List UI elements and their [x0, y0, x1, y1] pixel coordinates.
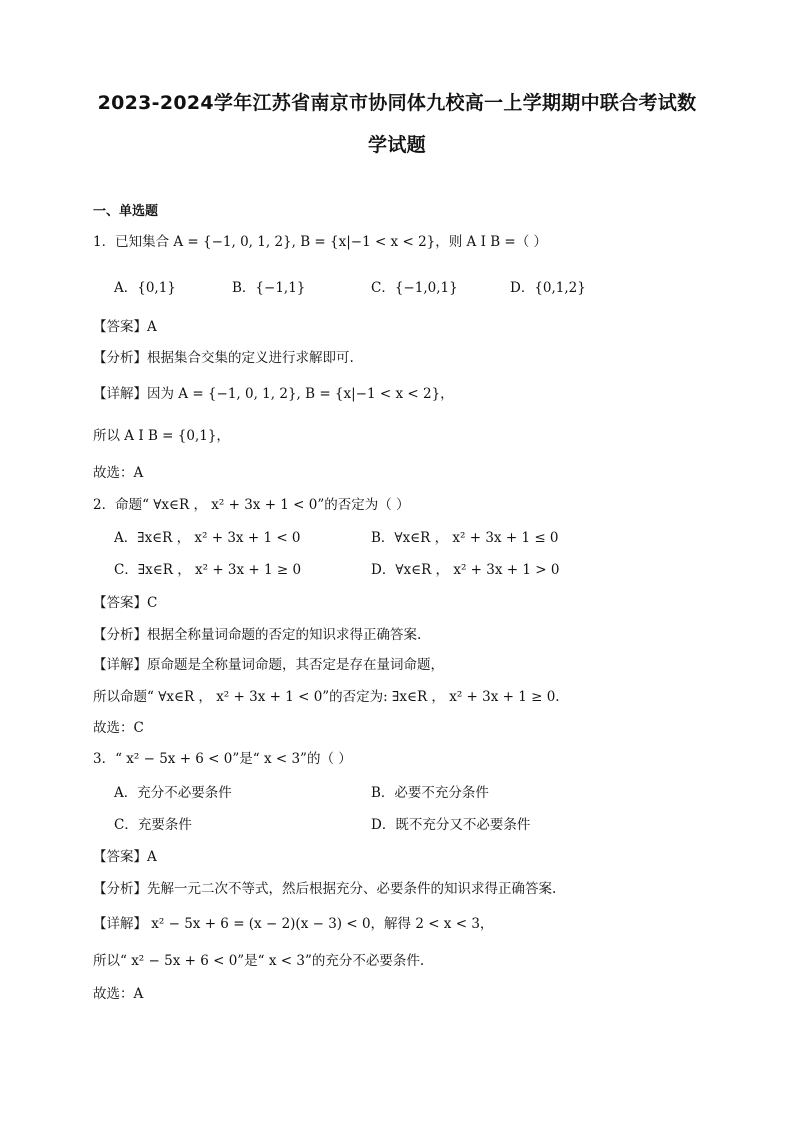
choose: 故选：A [93, 465, 144, 481]
analysis: 【分析】先解一元二次不等式，然后根据充分、必要条件的知识求得正确答案. [93, 881, 557, 897]
option-c: C．{−1,0,1} [371, 280, 458, 296]
option-a: A．{0,1} [114, 280, 176, 296]
answer: 【答案】A [93, 319, 157, 335]
title-line-1: 2023-2024学年江苏省南京市协同体九校高一上学期期中联合考试数 [97, 92, 697, 114]
section-heading: 一、单选题 [93, 204, 159, 219]
option-b: B．必要不充分条件 [371, 785, 489, 801]
analysis: 【分析】根据集合交集的定义进行求解即可. [93, 350, 354, 366]
question-stem: 1．已知集合 A = {−1, 0, 1, 2}, B = {x|−1 < x < 2}，则 A I B =（ ） [93, 234, 548, 250]
answer: 【答案】C [93, 595, 158, 611]
choose: 故选：C [93, 720, 144, 736]
conclusion: 所以“ x² − 5x + 6 < 0”是“ x < 3”的充分不必要条件. [93, 953, 425, 969]
option-b: B．∀x∈R ， x² + 3x + 1 ≤ 0 [371, 530, 559, 546]
option-d: D．∀x∈R ， x² + 3x + 1 > 0 [371, 562, 560, 578]
option-c: C．充要条件 [114, 817, 192, 833]
detail: 【详解】 x² − 5x + 6 = (x − 2)(x − 3) < 0，解得 2 < x < 3， [93, 916, 494, 932]
answer: 【答案】A [93, 849, 157, 865]
question-stem: 2．命题“ ∀x∈R ， x² + 3x + 1 < 0”的否定为（ ） [93, 497, 410, 513]
option-d: D．{0,1,2} [510, 280, 586, 296]
choose: 故选：A [93, 986, 144, 1002]
question-stem: 3．“ x² − 5x + 6 < 0”是“ x < 3”的（ ） [93, 751, 352, 767]
detail: 【详解】因为 A = {−1, 0, 1, 2}, B = {x|−1 < x < 2}， [93, 386, 454, 402]
conclusion: 所以命题“ ∀x∈R ， x² + 3x + 1 < 0”的否定为: ∃x∈R ， x² + 3x + 1 ≥ 0. [93, 689, 560, 705]
analysis: 【分析】根据全称量词命题的否定的知识求得正确答案. [93, 627, 422, 643]
option-a: A．充分不必要条件 [114, 785, 232, 801]
option-a: A．∃x∈R ， x² + 3x + 1 < 0 [114, 530, 301, 546]
conclusion: 所以 A I B = {0,1}， [93, 428, 230, 444]
option-d: D．既不充分又不必要条件 [371, 817, 531, 833]
detail: 【详解】原命题是全称量词命题，其否定是存在量词命题， [93, 657, 444, 673]
title-line-2: 学试题 [368, 134, 426, 156]
option-c: C．∃x∈R ， x² + 3x + 1 ≥ 0 [114, 562, 302, 578]
option-b: B．{−1,1} [232, 280, 306, 296]
